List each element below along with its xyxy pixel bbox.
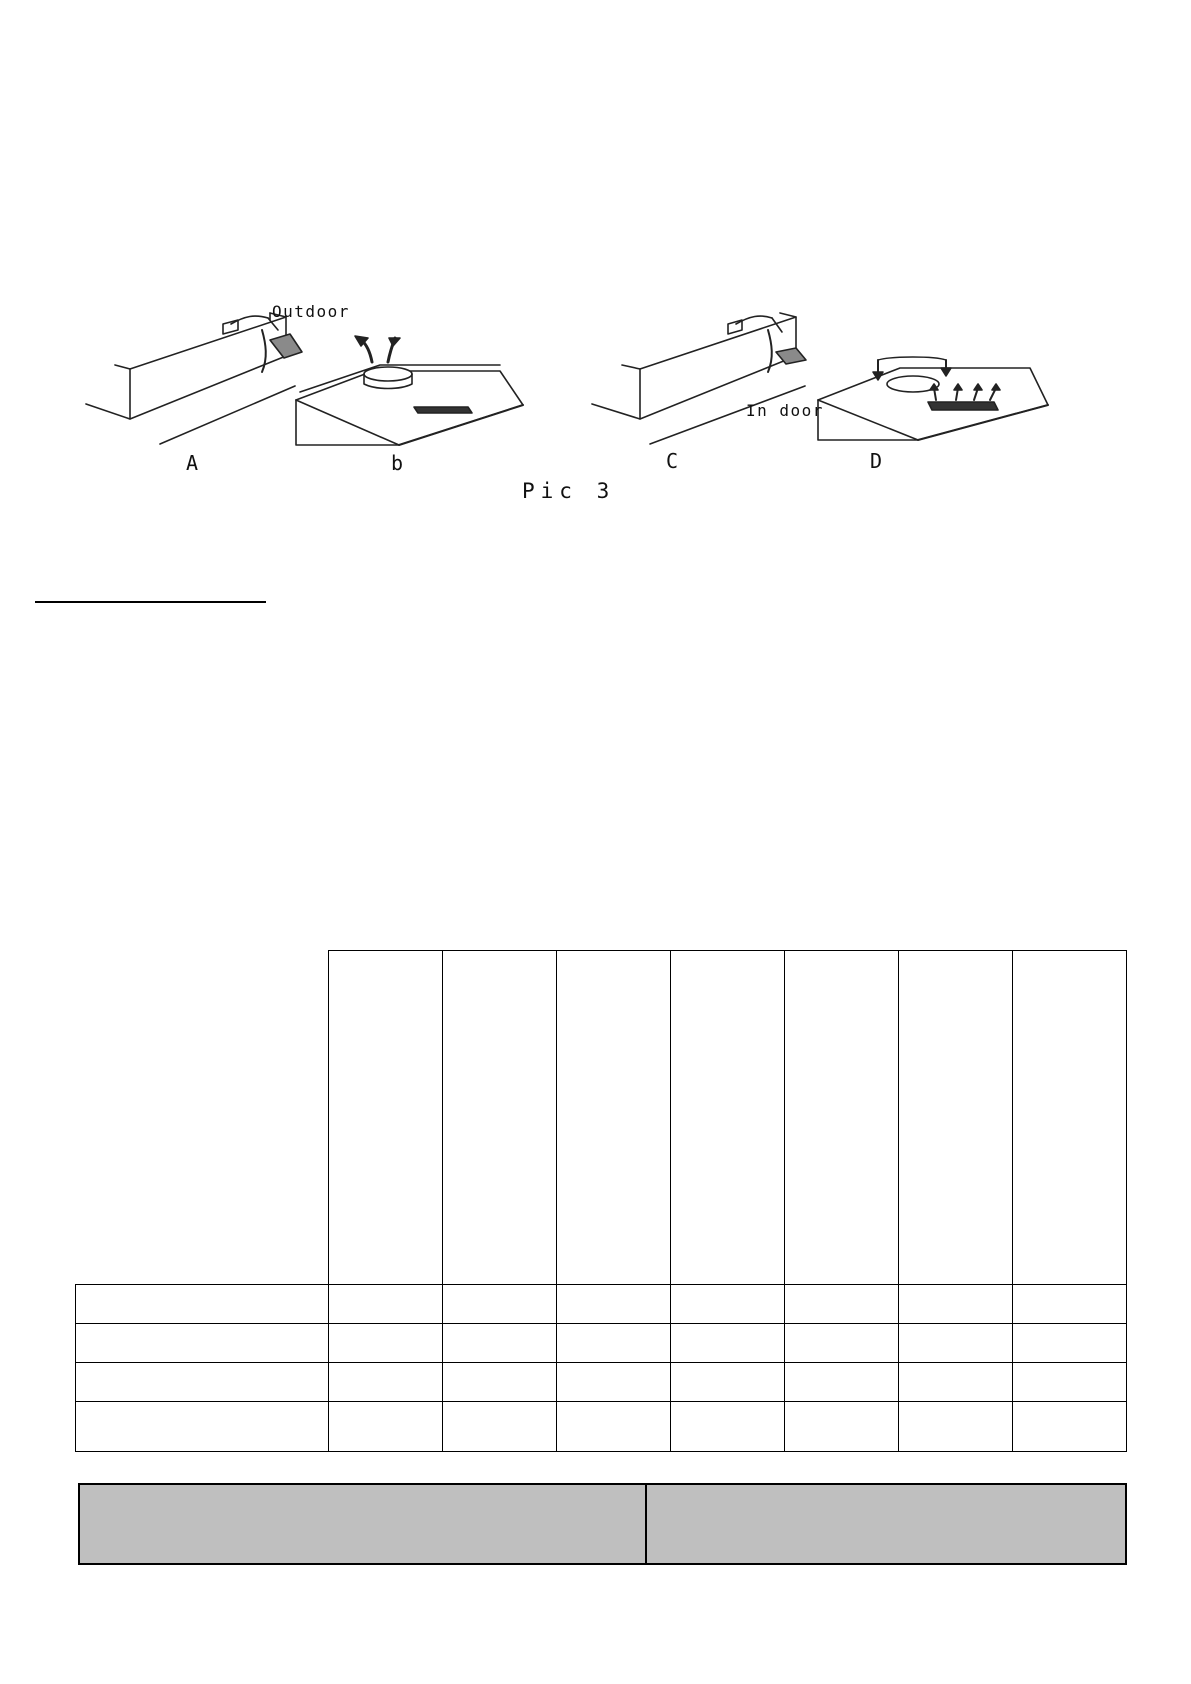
table-cell: [329, 1402, 443, 1452]
table-cell: [1013, 1285, 1127, 1324]
table-cell: [329, 1324, 443, 1363]
table-cell: [671, 1363, 785, 1402]
table-cell: [443, 1285, 557, 1324]
table-cell: [899, 1285, 1013, 1324]
table-cell: [671, 1402, 785, 1452]
panel-a-label: A: [186, 451, 199, 475]
table-cell: [76, 1324, 329, 1363]
table-cell: [671, 1285, 785, 1324]
note-box-divider: [645, 1485, 647, 1563]
table-cell: [329, 1285, 443, 1324]
table-cell: [785, 1324, 899, 1363]
table-row: [76, 1363, 1127, 1402]
table-cell: [1013, 1363, 1127, 1402]
table-header-cell: [785, 951, 899, 1285]
section-heading-underline: [35, 601, 266, 603]
panel-a-drawing: [86, 313, 302, 444]
panel-d-drawing: [818, 357, 1048, 440]
table-cell: [443, 1402, 557, 1452]
outdoor-label: Outdoor: [272, 302, 350, 321]
table-header-row: [76, 951, 1127, 1285]
table-row: [76, 1402, 1127, 1452]
note-box: [78, 1483, 1127, 1565]
table-cell: [557, 1285, 671, 1324]
table-cell: [1013, 1402, 1127, 1452]
table-cell: [785, 1285, 899, 1324]
panel-d-label: D: [870, 449, 883, 473]
table-corner-cell: [76, 951, 329, 1285]
table-cell: [899, 1324, 1013, 1363]
table-header-cell: [329, 951, 443, 1285]
indoor-label: In door: [746, 401, 824, 420]
table-cell: [443, 1324, 557, 1363]
panel-c-drawing: [592, 313, 806, 444]
panel-c-label: C: [666, 449, 679, 473]
table-cell: [443, 1363, 557, 1402]
figure-caption: Pic 3: [522, 479, 616, 503]
spec-table: [75, 950, 1127, 1452]
table-cell: [785, 1363, 899, 1402]
table-cell: [899, 1363, 1013, 1402]
table-cell: [899, 1402, 1013, 1452]
table-header-cell: [443, 951, 557, 1285]
panel-b-drawing: [296, 336, 523, 445]
table-header-cell: [1013, 951, 1127, 1285]
panel-b-label: b: [391, 451, 404, 475]
table-cell: [76, 1285, 329, 1324]
table-row: [76, 1324, 1127, 1363]
table-header-cell: [557, 951, 671, 1285]
installation-figure: [0, 0, 1191, 520]
table-cell: [557, 1324, 671, 1363]
table-cell: [76, 1402, 329, 1452]
table-header-cell: [671, 951, 785, 1285]
table-cell: [329, 1363, 443, 1402]
table-header-cell: [899, 951, 1013, 1285]
table-cell: [557, 1363, 671, 1402]
table-cell: [785, 1402, 899, 1452]
table-row: [76, 1285, 1127, 1324]
table-cell: [557, 1402, 671, 1452]
table-cell: [1013, 1324, 1127, 1363]
table-cell: [76, 1363, 329, 1402]
table-cell: [671, 1324, 785, 1363]
